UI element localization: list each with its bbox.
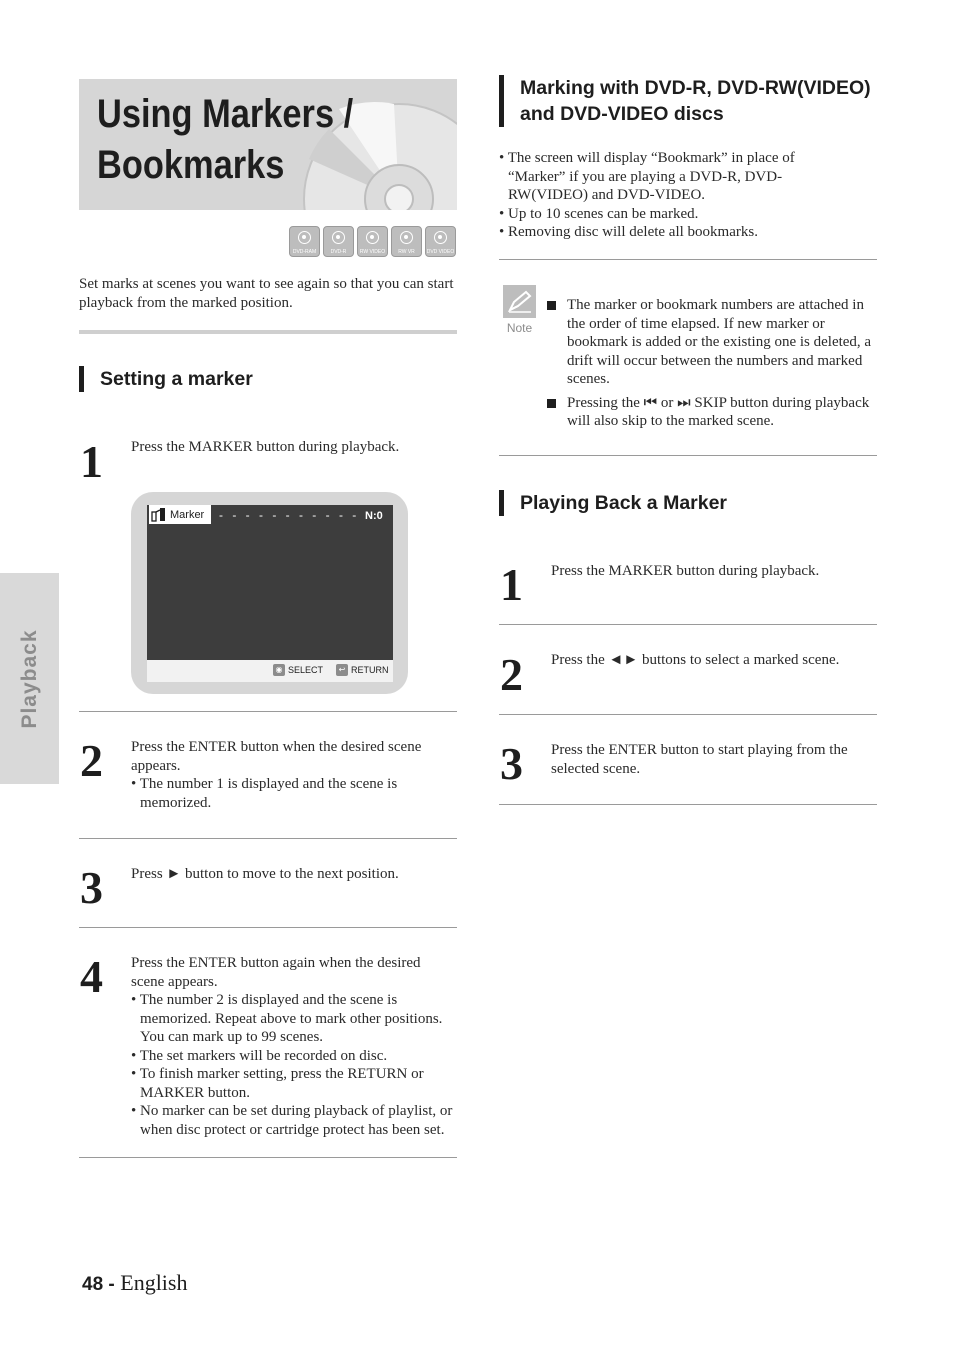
setting-marker-heading: Setting a marker (79, 366, 253, 392)
note-bottom-divider (499, 455, 877, 456)
playing-step-2-number: 2 (500, 649, 523, 700)
page-title-line2: Bookmarks (97, 143, 285, 187)
step-divider (499, 804, 877, 805)
enter-button-icon: ◉ (273, 664, 285, 676)
setting-step-2-text (131, 738, 431, 812)
step-divider (79, 1157, 457, 1158)
marking-bullet: • Up to 10 scenes can be marked. (499, 205, 699, 222)
setting-step-4-number: 4 (80, 951, 103, 1002)
setting-step-4-bullet: • The number 2 is displayed and the scene is memorized. Repeat above to mark other positions. You can mark up to 99 scenes. (131, 992, 443, 1045)
setting-step-1-number: 1 (80, 436, 103, 487)
page-language: English (120, 1270, 188, 1295)
intro-text: Set marks at scenes you want to see again so that you can start playback from the marked position. (79, 276, 454, 311)
section-side-tab (0, 573, 59, 784)
step-divider (79, 838, 457, 839)
setting-step-4-bullet: • The set markers will be recorded on disc. (131, 1047, 388, 1064)
setting-step-2-number: 2 (80, 735, 103, 786)
playing-step-1-number: 1 (500, 559, 523, 610)
marker-slots: - - - - - - - - - - - (219, 508, 360, 522)
note-list (545, 296, 875, 436)
playing-step-1-text: Press the MARKER button during playback. (551, 563, 820, 579)
playing-step-3-number: 3 (500, 738, 523, 789)
note-label: Note (506, 321, 533, 335)
section-divider (79, 330, 457, 334)
playing-step-3-text: Press the ENTER button to start playing from the selected scene. (551, 742, 848, 777)
marking-heading-line2: and DVD-VIDEO discs (520, 103, 724, 125)
page-footer (82, 1270, 187, 1296)
marking-heading-line1: Marking with DVD-R, DVD-RW(VIDEO) (520, 77, 871, 99)
page-title-line1: Using Markers / (97, 92, 354, 136)
setting-step-3-number: 3 (80, 862, 103, 913)
setting-step-4-bullet: • No marker can be set during playback of playlist, or when disc protect or cartridge protect has been set. (131, 1103, 453, 1138)
marker-count: N:0 (365, 510, 383, 522)
note-item (545, 296, 875, 389)
dvd-ram-disc-icon: DVD-RAM (289, 226, 320, 257)
note-item (545, 394, 875, 431)
side-tab-label: Playback (17, 628, 41, 729)
playing-marker-heading: Playing Back a Marker (499, 490, 727, 516)
dvd-video-disc-icon: DVD VIDEO (425, 226, 456, 257)
note-item-text: The marker or bookmark numbers are attached in the order of time elapsed. If new marker or bookmark is added or the existing one is deleted, a drift will occur between the numbers and marked scenes. (567, 297, 872, 387)
playing-step-2-text: Press the ◄► buttons to select a marked scene. (551, 652, 840, 668)
marking-bullet: • The screen will display “Bookmark” in place of “Marker” if you are playing a DVD-R, DVD-RW(VIDEO) and DVD-VIDEO. (499, 150, 795, 203)
setting-step-2-main: Press the ENTER button when the desired scene appears. (131, 739, 422, 774)
note-top-divider (499, 259, 877, 260)
page-number: 48 - (82, 1274, 115, 1295)
marking-bullets (499, 149, 814, 242)
setting-step-4-main: Press the ENTER button again when the desired scene appears. (131, 955, 421, 990)
note-item-text: Pressing the ⏮ or ⏭ SKIP button during playback will also skip to the marked scene. (567, 394, 870, 429)
tv-screen (147, 505, 393, 682)
marker-osd-text: Marker (170, 508, 205, 521)
step-divider (499, 714, 877, 715)
dvd-r-disc-icon: DVD-R (323, 226, 354, 257)
osd-bottom-bar (147, 660, 393, 682)
rw-vr-disc-icon: RW VR (391, 226, 422, 257)
step-divider (79, 927, 457, 928)
marking-dvd-heading (499, 75, 871, 127)
return-hint-label: RETURN (351, 665, 389, 675)
marking-bullet: • Removing disc will delete all bookmarks. (499, 224, 758, 240)
select-hint (273, 664, 323, 676)
step-divider (499, 624, 877, 625)
step-divider (79, 711, 457, 712)
page-title (97, 89, 353, 191)
return-button-icon: ↩ (336, 664, 348, 676)
rw-video-disc-icon: RW VIDEO (357, 226, 388, 257)
marker-osd-label (149, 505, 211, 524)
return-hint (336, 664, 389, 676)
setting-step-4-bullet: • To finish marker setting, press the RETURN or MARKER button. (131, 1066, 424, 1101)
setting-step-1-text: Press the MARKER button during playback. (131, 439, 400, 455)
setting-step-2-bullet: • The number 1 is displayed and the scene is memorized. (131, 776, 398, 811)
select-hint-label: SELECT (288, 665, 324, 675)
setting-step-4-text (131, 954, 456, 1139)
setting-step-3-text: Press ► button to move to the next position. (131, 866, 399, 882)
title-box (79, 79, 457, 210)
note-pencil-icon (503, 285, 536, 318)
marker-flag-icon (151, 507, 167, 522)
disc-type-icons (289, 226, 456, 258)
